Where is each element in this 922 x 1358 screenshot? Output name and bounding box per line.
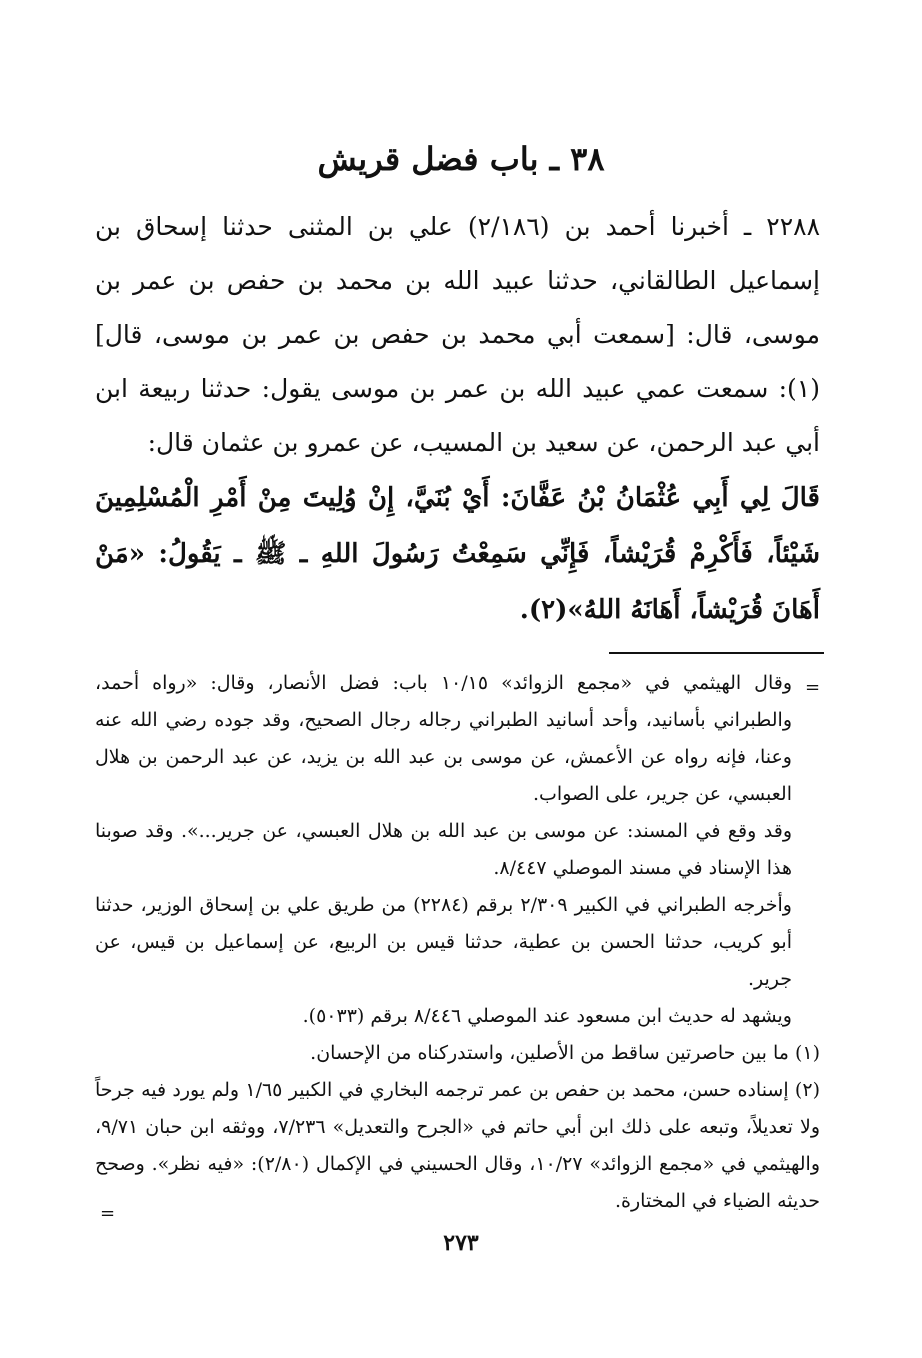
footnote-continuation-marker: =: [805, 677, 821, 698]
footnotes-section: [95, 665, 820, 1220]
footnote-2: (٢) إسناده حسن، محمد بن حفص بن عمر ترجمه البخاري في الكبير ١/٦٥ ولم يورد فيه جرحاً ولا تعديلاً، وتبعه على ذلك ابن أبي حاتم في «الجرح والتعديل» ٧/٢٣٦، ووثقه ابن حبان ٩/٧١، والهيثمي في «مجمع الزوائد» ١٠/٢٧، وقال الحسيني في الإكمال (٢/٨٠): «فيه نظر». وصحح حديثه الضياء في المختارة.: [95, 1079, 820, 1212]
footnote-1: (١) ما بين حاصرتين ساقط من الأصلين، واستدركناه من الإحسان.: [310, 1042, 820, 1064]
footnote-continuation-paragraph: وقال الهيثمي في «مجمع الزوائد» ١٠/١٥ باب: فضل الأنصار، وقال: «رواه أحمد، والطبراني بأسانيد، وأحد أسانيد الطبراني رجاله رجال الصحيح، وقد جوده رضي الله عنه وعنا، فإنه رواه عن الأعمش، عن موسى بن عبد الله بن يزيد، عن عبد الرحمن بن هلال العبسي، عن جرير، على الصواب.: [95, 672, 792, 805]
page-number: ٢٧٣: [443, 1230, 479, 1256]
hadith-matn-block: [95, 470, 820, 638]
footnote-continuation-paragraph: وقد وقع في المسند: عن موسى بن عبد الله بن هلال العبسي، عن جرير...». وقد صوبنا هذا الإسناد في مسند الموصلي ٨/٤٤٧.: [95, 820, 792, 879]
footnote-continuation-paragraph: وأخرجه الطبراني في الكبير ٢/٣٠٩ برقم (٢٢٨٤) من طريق علي بن إسحاق الوزير، حدثنا أبو كريب، حدثنا الحسن بن عطية، حدثنا قيس بن الربيع، عن إسماعيل بن قيس، عن جرير.: [95, 894, 792, 990]
hadith-isnad: ٢٢٨٨ ـ أخبرنا أحمد بن (٢/١٨٦) علي بن المثنى حدثنا إسحاق بن إسماعيل الطالقاني، حدثنا عبيد الله بن محمد بن حفص بن عمر بن موسى، قال: [سمعت أبي محمد بن حفص بن عمر بن موسى، قال](١): سمعت عمي عبيد الله بن عمر بن موسى يقول: حدثنا ربيعة ابن أبي عبد الرحمن، عن سعيد بن المسيب، عن عمرو بن عثمان قال:: [95, 212, 821, 457]
hadith-isnad-block: [95, 200, 820, 470]
chapter-title: ٣٨ ـ باب فضل قريش: [317, 140, 605, 178]
footnote-end-marker: =: [100, 1203, 116, 1224]
footnote-separator: [609, 652, 824, 654]
hadith-matn: قَالَ لِي أَبِي عُثْمَانُ بْنُ عَفَّانَ: أَيْ بُنَيَّ، إِنْ وُلِيتَ مِنْ أَمْرِ الْمُسْلِمِينَ شَيْئاً، فَأَكْرِمْ قُرَيْشاً، فَإِنِّي سَمِعْتُ رَسُولَ اللهِ ـ ﷺ ـ يَقُولُ: «مَنْ أَهَانَ قُرَيْشاً، أَهَانَهُ اللهُ»(٢).: [95, 483, 820, 625]
footnote-continuation-paragraph: ويشهد له حديث ابن مسعود عند الموصلي ٨/٤٤٦ برقم (٥٠٣٣).: [302, 1005, 792, 1027]
